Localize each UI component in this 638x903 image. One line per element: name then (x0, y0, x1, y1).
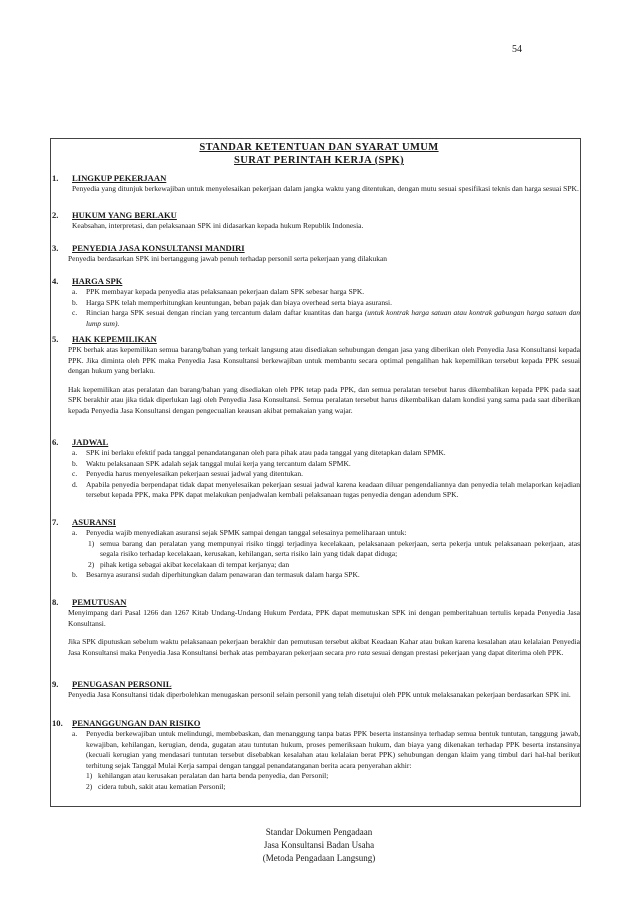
item-label: d. (72, 479, 78, 489)
item-label: b. (72, 570, 78, 579)
section-harga-spk (52, 276, 580, 329)
item-text: SPK ini berlaku efektif pada tanggal penandatanganan oleh para pihak atau pada tanggal yang ditetapkan dalam SPMK. (86, 448, 446, 457)
item-text: Apabila penyedia berpendapat tidak dapat menyelesaikan pekerjaan sesuai jadwal karena keadaan diluar pengendaliannya dan penyedia telah melaporkan kejadian tersebut kepada PPK, maka PPK dapat melakukan penjadwalan kembali pelaksanaan tugas penyedia dengan adendum SPK. (86, 479, 580, 499)
section-asuransi (52, 517, 580, 581)
list-item (72, 448, 580, 459)
document-title: STANDAR KETENTUAN DAN SYARAT UMUM (199, 142, 439, 153)
list-item (72, 480, 580, 501)
section-number: 10. (52, 718, 63, 728)
section-number: 6. (52, 437, 59, 447)
section-lingkup-pekerjaan (52, 173, 580, 195)
section-number: 8. (52, 597, 59, 607)
item-label: 1) (86, 771, 93, 780)
section-text: Penyedia berdasarkan SPK ini bertanggung jawab penuh terhadap personil serta pekerjaan yang dilakukan (68, 254, 388, 263)
section-penugasan-personil (52, 679, 580, 701)
section-heading (52, 276, 580, 287)
section-title: HARGA SPK (72, 276, 123, 286)
section-number: 7. (52, 517, 59, 527)
sub-item (86, 771, 580, 782)
section-paragraph: Hak kepemilikan atas peralatan dan barang/bahan yang disediakan oleh PPK tetap pada PPK, dan semua peralatan tersebut harus dikembalikan kepada PPK pada saat SPK berakhir atau jika tidak diperlukan lagi oleh Penyedia Jasa Konsultansi. Semua peralatan tersebut harus dikembalikan dalam kondisi yang sama pada saat diberikan kepada Penyedia Jasa Konsultansi dengan pengecualian keausan akibat pemakaian yang wajar. (68, 384, 580, 415)
section-paragraph: Menyimpang dari Pasal 1266 dan 1267 Kitab Undang-Undang Hukum Perdata, PPK dapat memutuskan SPK ini dengan pemberitahuan tertulis kepada Penyedia Jasa Konsultansi. (68, 608, 580, 628)
document-subtitle: SURAT PERINTAH KERJA (SPK) (234, 155, 404, 166)
paragraph-text: sesuai dengan prestasi pekerjaan yang dapat diterima oleh PPK. (372, 647, 564, 657)
section-title: PEMUTUSAN (72, 597, 127, 607)
item-text: pihak ketiga sebagai akibat kecelakaan di tempat kerjanya; dan (100, 559, 290, 569)
section-heading (52, 243, 580, 254)
section-text: Keabsahan, interpretasi, dan pelaksanaan SPK ini didasarkan kepada hukum Republik Indonesia. (72, 221, 364, 230)
section-heading (52, 679, 580, 690)
item-label: 2) (86, 781, 93, 791)
item-text: Harga SPK telah memperhitungkan keuntungan, beban pajak dan biaya overhead serta biaya asuransi. (86, 297, 393, 307)
item-text-italic: (untuk kontrak harga satuan atau kontrak gabungan harga satuan dan lump sum). (86, 308, 581, 328)
item-text: Penyedia harus menyelesaikan pekerjaan sesuai jadwal yang ditentukan. (86, 469, 304, 478)
section-heading (52, 334, 580, 345)
item-label: 2) (88, 559, 95, 569)
footer-line: (Metoda Pengadaan Langsung) (262, 853, 376, 863)
item-label: b. (72, 297, 78, 307)
section-title: LINGKUP PEKERJAAN (72, 173, 167, 183)
list-item (72, 287, 580, 298)
page-footer (0, 826, 638, 865)
item-text-plain: Rincian harga SPK sesuai dengan rincian yang tercantum dalam daftar kuantitas dan harga (86, 308, 363, 317)
section-title: JADWAL (72, 437, 109, 447)
list-item (72, 459, 580, 470)
section-penanggungan-dan-risiko (52, 718, 580, 792)
section-heading (52, 718, 580, 729)
item-text: PPK membayar kepada penyedia atas pelaksanaan pekerjaan dalam SPK sebesar harga SPK. (86, 287, 365, 296)
item-text: Penyedia wajib menyediakan asuransi sejak SPMK sampai dengan tanggal selesainya pemeliharaan untuk: (86, 528, 407, 537)
item-label: b. (72, 458, 78, 468)
item-label: 1) (88, 538, 95, 548)
section-heading (52, 210, 580, 221)
section-text: Penyedia Jasa Konsultansi tidak diperbolehkan menugaskan personil selain personil yang telah disetujui oleh PPK untuk melaksanakan pekerjaan berdasarkan SPK ini. (68, 690, 571, 699)
item-text (86, 308, 580, 329)
section-jadwal (52, 437, 580, 501)
section-number: 2. (52, 210, 59, 220)
section-paragraph: PPK berhak atas kepemilikan semua barang/bahan yang terkait langsung atau disediakan sehubungan dengan jasa yang diberikan oleh Penyedia Jasa Konsultansi kepada PPK. Jika diminta oleh PPK maka Penyedia Jasa Konsultansi berkewajiban untuk membantu secara optimal pengalihan hak kepemilikan tersebut kepada PPK sesuai dengan hukum yang berlaku. (68, 345, 580, 375)
paragraph-text: Jika SPK diputuskan sebelum waktu pelaksanaan pekerjaan berakhir dan pemutusan tersebut akibat Keadaan Kahar atau bukan karena kesalahan atau kelalaian Penyedia Jasa Konsultansi maka Penyedia Jasa Konsultansi berhak atas pembayaran pekerjaan secara (68, 637, 580, 657)
section-heading (52, 437, 580, 448)
item-label: a. (72, 528, 78, 537)
item-label: c. (72, 469, 78, 478)
list-item (72, 528, 580, 539)
section-hak-kepemilikan (52, 334, 580, 416)
section-heading (52, 517, 580, 528)
section-hukum-yang-berlaku (52, 210, 580, 232)
section-number: 9. (52, 679, 59, 689)
list-item (72, 308, 580, 329)
section-heading (52, 173, 580, 184)
list-item (72, 570, 580, 581)
section-number: 1. (52, 173, 59, 183)
section-title: HUKUM YANG BERLAKU (72, 210, 177, 220)
section-text: Penyedia yang ditunjuk berkewajiban untuk menyelesaikan pekerjaan dalam jangka waktu yang ditentukan, dengan mutu sesuai spesifikasi teknis dan harga sesuai SPK. (72, 184, 579, 193)
section-number: 4. (52, 276, 59, 286)
section-title: ASURANSI (72, 517, 116, 527)
sub-item (88, 560, 580, 571)
list-item (72, 298, 580, 309)
paragraph-italic: pro rata (345, 647, 371, 657)
item-label: a. (72, 448, 78, 457)
item-label: a. (72, 287, 78, 296)
item-text: Waktu pelaksanaan SPK adalah sejak tanggal mulai kerja yang tercantum dalam SPMK. (86, 458, 351, 468)
footer-line: Jasa Konsultansi Badan Usaha (263, 840, 375, 850)
item-text: Besarnya asuransi sudah diperhitungkan dalam penawaran dan termasuk dalam harga SPK. (86, 570, 360, 579)
section-heading (52, 597, 580, 608)
item-text: cidera tubuh, sakit atau kematian Personil; (98, 781, 226, 791)
section-title: HAK KEPEMILIKAN (72, 334, 157, 344)
section-number: 3. (52, 243, 59, 253)
sub-item (88, 539, 580, 560)
sub-item (86, 782, 580, 793)
page-number: 54 (512, 44, 522, 55)
item-text: semua barang dan peralatan yang mempunyai risiko tinggi terjadinya kecelakaan, pelaksanaan pekerjaan, serta pekerja untuk pelaksanaan pekerjaan, atas segala risiko terhadap kecelakaan, kerusakan, kehilangan, serta risiko lain yang tidak dapat diduga; (100, 538, 580, 558)
item-label: c. (72, 308, 78, 317)
item-text: Penyedia berkewajiban untuk melindungi, membebaskan, dan menanggung tanpa batas PPK beserta instansinya terhadap semua bentuk tuntutan, tanggung jawab, kewajiban, kehilangan, kerugian, denda, gugatan atau tuntutan hukum, proses pemeriksaan hukum, dan biaya yang dikenakan terhadap PPK beserta instansinya (kecuali kerugian yang mendasari tuntutan tersebut disebabkan kesalahan atau kelalaian berat PPK) sehubungan dengan klaim yang timbul dari hal-hal berikut terhitung sejak Tanggal Mulai Kerja sampai dengan tanggal penandatanganan berita acara penyerahan akhir: (86, 729, 580, 770)
section-pemutusan (52, 597, 580, 658)
list-item (72, 469, 580, 480)
section-title: PENANGGUNGAN DAN RISIKO (72, 718, 201, 728)
footer-line: Standar Dokumen Pengadaan (265, 827, 373, 837)
item-text: kehilangan atau kerusakan peralatan dan harta benda penyedia, dan Personil; (98, 771, 329, 780)
item-label: a. (72, 729, 78, 738)
section-penyedia-jasa-konsultansi-mandiri (52, 243, 580, 265)
section-title: PENYEDIA JASA KONSULTANSI MANDIRI (72, 243, 245, 253)
section-number: 5. (52, 334, 59, 344)
section-paragraph (68, 637, 580, 658)
list-item (72, 729, 580, 771)
section-title: PENUGASAN PERSONIL (72, 679, 172, 689)
